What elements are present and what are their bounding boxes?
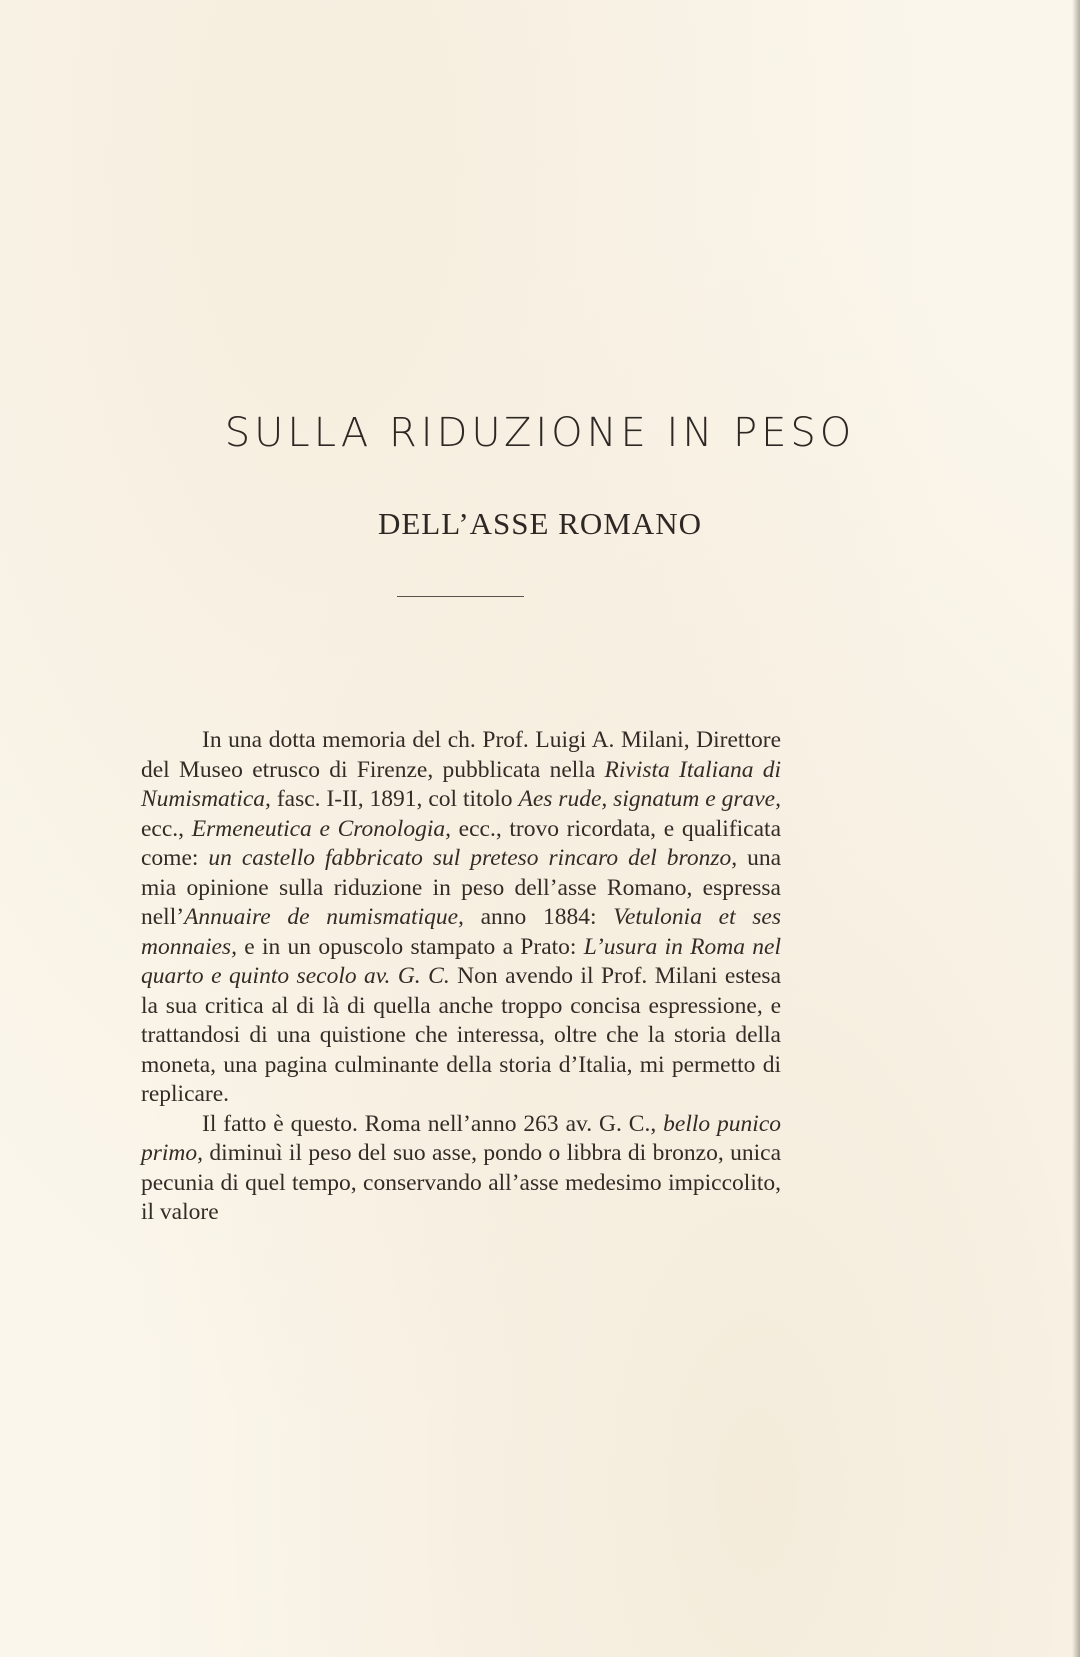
text-run: Il fatto è questo. Roma nell’anno 263 av. G. C.,	[202, 1110, 664, 1137]
text-run: anno 1884:	[463, 904, 614, 930]
text-run: una mia opinione sulla riduzione in peso dell’asse Romano, espressa nell’	[141, 845, 781, 930]
italic-text: L’usura in Roma nel quarto e quinto secolo av. G. C.	[141, 933, 781, 989]
page-edge-shadow	[1072, 0, 1080, 1657]
italic-text: Vetulonia et ses monnaies,	[141, 904, 781, 960]
text-run: Non avendo il Prof. Milani estesa la sua critica al di là di quella anche troppo concisa espressione, e trattandosi di una quistione che interessa, oltre che la storia della moneta, una pagina culminante della storia d’Italia, mi permetto di replicare.	[141, 963, 782, 1107]
text-run: diminuì il peso del suo asse, pondo o libbra di bronzo, unica pecunia di quel tempo, conservando all’asse medesimo impiccolito, il valore	[141, 1140, 781, 1225]
text-run: fasc. I-II, 1891, col titolo	[270, 786, 519, 812]
title-divider	[397, 596, 524, 597]
italic-text: Rivista Italiana di Numismatica,	[141, 756, 781, 812]
italic-text: un castello fabbricato sul preteso rincaro del bronzo,	[208, 845, 738, 871]
body-text	[141, 726, 781, 1228]
text-run: e in un opuscolo stampato a Prato:	[236, 933, 584, 960]
text-run: ecc.,	[141, 815, 192, 842]
page-subtitle: DELL’ASSE ROMANO	[377, 506, 703, 541]
paragraph	[141, 1110, 781, 1228]
italic-text: Ermeneutica e Cronologia,	[191, 815, 451, 842]
italic-text: Aes rude, signatum e grave,	[518, 786, 781, 812]
italic-text: bello punico primo,	[141, 1110, 782, 1166]
text-run: ecc., trovo ricordata, e qualificata come:	[141, 815, 781, 871]
text-run: In una dotta memoria del ch. Prof. Luigi A. Milani, Direttore del Museo etrusco di Firenze, pubblicata nella	[141, 727, 781, 783]
page-title: SULLA RIDUZIONE IN PESO	[224, 410, 856, 456]
italic-text: Annuaire de numismatique,	[184, 904, 464, 930]
paragraph	[141, 726, 781, 1110]
